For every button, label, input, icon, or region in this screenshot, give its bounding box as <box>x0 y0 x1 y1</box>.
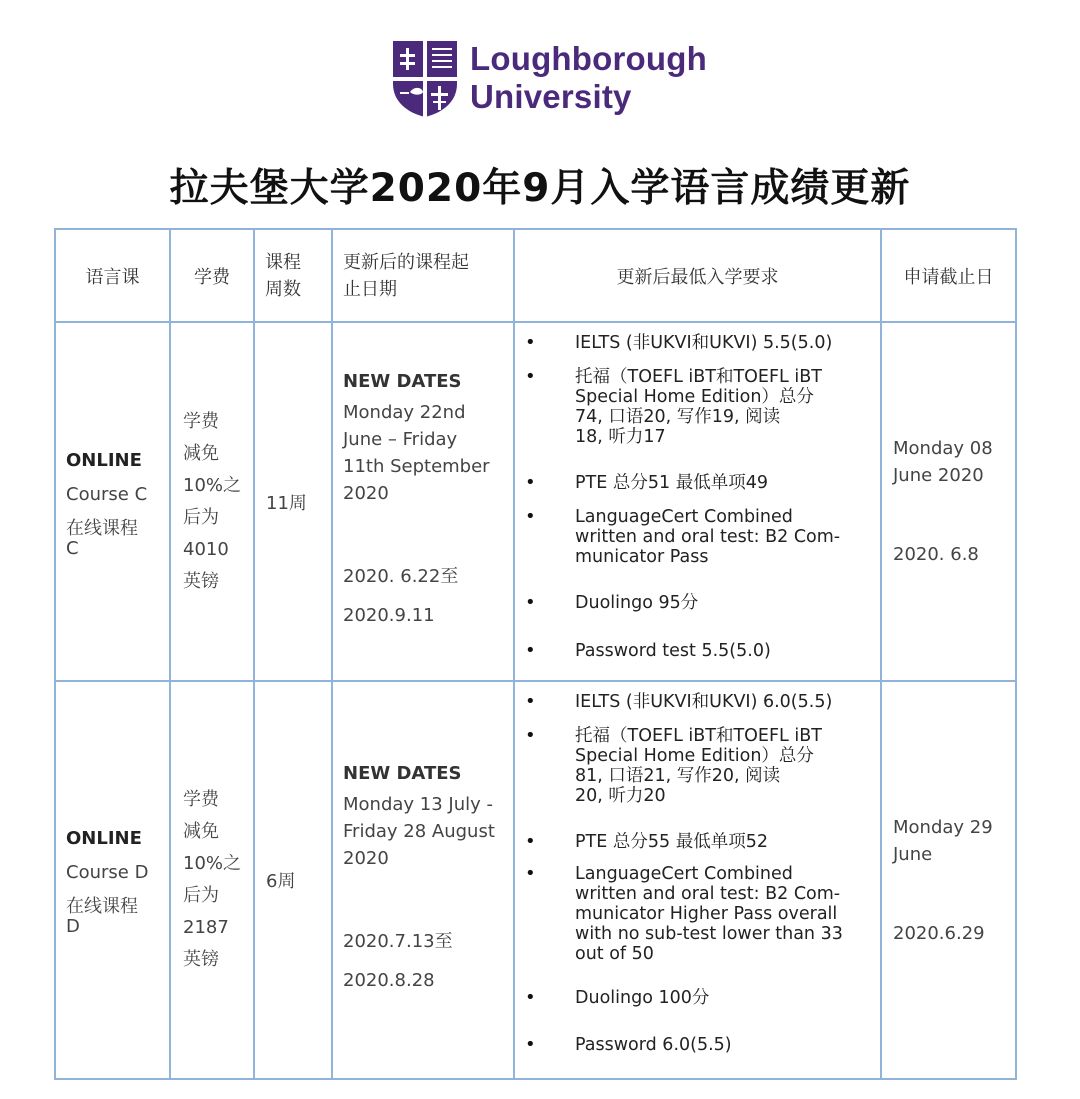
req-text: Special Home Edition）总分 <box>575 387 814 407</box>
fee-line: 后为 <box>183 885 219 906</box>
deadline-line: Monday 08 <box>893 438 993 459</box>
req-text: • Password 6.0(5.5) <box>575 1035 732 1055</box>
new-dates-heading: NEW DATES <box>343 763 462 784</box>
req-text: • LanguageCert Combined <box>575 507 793 527</box>
date-line: June – Friday <box>343 429 458 450</box>
fee-cell <box>170 322 254 681</box>
university-logo <box>392 40 707 120</box>
header-fee: 学费 <box>170 229 254 322</box>
course-letter: D <box>66 916 80 937</box>
req-text: • Duolingo 100分 <box>575 988 710 1008</box>
list-item <box>515 726 880 806</box>
req-text: • LanguageCert Combined <box>575 864 793 884</box>
date-line: Monday 13 July - <box>343 794 493 815</box>
requirements-cell <box>514 681 881 1079</box>
list-item <box>515 593 880 613</box>
requirements-list <box>515 323 880 665</box>
deadline-line: June <box>893 843 933 865</box>
list-item <box>515 832 880 852</box>
date-line: 2020 <box>343 483 389 504</box>
header-weeks-line: 课程 <box>265 251 301 273</box>
table-row <box>55 322 1016 681</box>
course-cell <box>55 322 170 681</box>
shield-crest-icon <box>392 40 458 118</box>
req-text: out of 50 <box>575 944 654 964</box>
fee-line: 学费 <box>183 789 219 810</box>
deadline-cell <box>881 322 1016 681</box>
req-text: written and oral test: B2 Com- <box>575 527 841 547</box>
header-course: 语言课 <box>55 229 170 322</box>
deadline-line: Monday 29 <box>893 816 993 838</box>
logo-line1: Loughborough <box>470 40 707 77</box>
table-row <box>55 681 1016 1079</box>
header-dates <box>332 229 514 322</box>
req-text: 81, 口语21, 写作20, 阅读 <box>575 766 781 786</box>
fee-line: 学费 <box>183 410 219 432</box>
fee-line: 4010 <box>183 538 229 560</box>
list-item <box>515 333 880 353</box>
fee-line: 10%之 <box>183 853 242 874</box>
req-text: written and oral test: B2 Com- <box>575 884 841 904</box>
course-name: Course D <box>66 862 149 883</box>
header-weeks-line: 周数 <box>265 278 301 300</box>
dates-cell <box>332 322 514 681</box>
fee-line: 10%之 <box>183 474 242 496</box>
date-line: Friday 28 August <box>343 821 495 842</box>
date-cn-line: 2020.9.11 <box>343 605 435 626</box>
fee-cell <box>170 681 254 1079</box>
fee-line: 英镑 <box>183 949 219 970</box>
list-item <box>515 367 880 447</box>
header-weeks <box>254 229 332 322</box>
header-dates-line: 止日期 <box>343 278 397 300</box>
deadline-cn: 2020. 6.8 <box>893 544 979 565</box>
list-item <box>515 988 880 1008</box>
course-mode: ONLINE <box>66 449 142 471</box>
req-text: • PTE 总分55 最低单项52 <box>575 832 768 852</box>
header-deadline: 申请截止日 <box>881 229 1016 322</box>
req-text: 20, 听力20 <box>575 786 666 806</box>
req-text: with no sub-test lower than 33 <box>575 924 843 944</box>
list-item <box>515 692 880 712</box>
logo-line2: University <box>470 78 632 115</box>
weeks-cell: 6周 <box>254 681 332 1079</box>
new-dates-heading: NEW DATES <box>343 371 462 392</box>
list-item <box>515 1035 880 1055</box>
course-cell <box>55 681 170 1079</box>
fee-line: 2187 <box>183 917 229 938</box>
course-name-cn: 在线课程 <box>66 517 138 539</box>
req-text: Special Home Edition）总分 <box>575 746 814 766</box>
date-cn-line: 2020.8.28 <box>343 970 435 991</box>
req-text: • 托福（TOEFL iBT和TOEFL iBT <box>575 726 822 746</box>
req-text: • Duolingo 95分 <box>575 593 699 613</box>
list-item <box>515 507 880 567</box>
list-item <box>515 641 880 661</box>
deadline-cn: 2020.6.29 <box>893 922 985 944</box>
req-text: • IELTS (非UKVI和UKVI) 5.5(5.0) <box>575 333 833 353</box>
deadline-line: June 2020 <box>893 465 984 486</box>
fee-line: 减免 <box>183 442 219 464</box>
req-text: municator Pass <box>575 547 709 567</box>
deadline-cell <box>881 681 1016 1079</box>
date-cn-line: 2020. 6.22至 <box>343 566 459 587</box>
req-text: 18, 听力17 <box>575 427 666 447</box>
requirements-list <box>515 682 880 1059</box>
list-item <box>515 864 880 964</box>
date-line: 11th September <box>343 456 490 477</box>
course-name: Course C <box>66 483 148 505</box>
dates-cell <box>332 681 514 1079</box>
course-name-cn: 在线课程 <box>66 896 138 917</box>
req-text: • IELTS (非UKVI和UKVI) 6.0(5.5) <box>575 692 833 712</box>
fee-line: 减免 <box>183 821 219 842</box>
date-line: 2020 <box>343 848 389 869</box>
req-text: • Password test 5.5(5.0) <box>575 641 771 661</box>
course-letter: C <box>66 537 79 559</box>
date-cn-line: 2020.7.13至 <box>343 931 453 952</box>
weeks-cell: 11周 <box>254 322 332 681</box>
req-text: municator Higher Pass overall <box>575 904 838 924</box>
course-mode: ONLINE <box>66 828 142 849</box>
table-header-row <box>55 229 1016 322</box>
requirements-table <box>54 228 1017 1080</box>
requirements-cell <box>514 322 881 681</box>
page-title: 拉夫堡大学2020年9月入学语言成绩更新 <box>169 166 911 211</box>
req-text: • 托福（TOEFL iBT和TOEFL iBT <box>575 367 822 387</box>
header-requirements: 更新后最低入学要求 <box>514 229 881 322</box>
req-text: 74, 口语20, 写作19, 阅读 <box>575 407 781 427</box>
list-item <box>515 473 880 493</box>
header-dates-line: 更新后的课程起 <box>343 251 469 273</box>
fee-line: 后为 <box>183 506 219 528</box>
req-text: • PTE 总分51 最低单项49 <box>575 473 768 493</box>
date-line: Monday 22nd <box>343 402 466 423</box>
fee-line: 英镑 <box>183 570 219 592</box>
